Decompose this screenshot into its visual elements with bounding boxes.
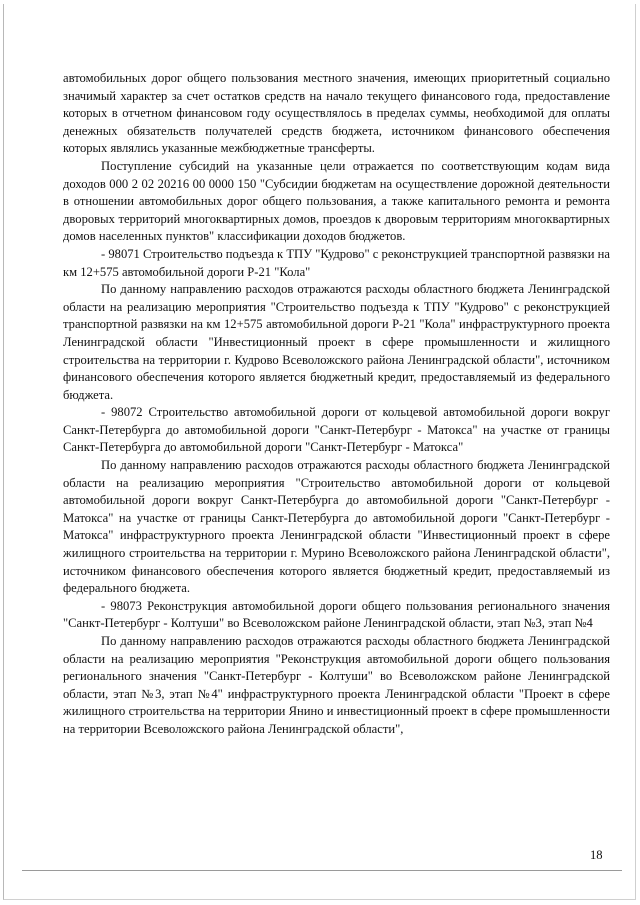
paragraph: По данному направлению расходов отражаются расходы областного бюджета Ленинградской области на реализацию мероприятия "Строительство подъезда к ТПУ "Кудрово" с реконструкцией транспортной развязки на км 12+575 автомобильной дороги Р-21 "Кола" инфраструктурного проекта Ленинградской области "Инвестиционный проект в сфере промышленности и жилищного строительства на территории г. Кудрово Всеволожского района Ленинградской области", источником финансового обеспечения которого является бюджетный кредит, предоставляемый из федерального бюджета. — [63, 282, 610, 402]
expense-item-heading: - 98071 Строительство подъезда к ТПУ "Кудрово" с реконструкцией транспортной развязки на км 12+575 автомобильной дороги Р-21 "Кола" — [63, 246, 610, 279]
scan-artifact-line — [22, 870, 622, 871]
expense-item-heading: - 98073 Реконструкция автомобильной дороги общего пользования регионального значения "Санкт-Петербург - Колтуши" во Всеволожском районе Ленинградской области, этап №3, этап №4 — [63, 598, 610, 631]
paragraph: Поступление субсидий на указанные цели отражается по соответствующим кодам вида доходов 000 2 02 20216 00 0000 150 "Субсидии бюджетам на осуществление дорожной деятельности в отношении автомобильных дорог общего пользования, а также капитального ремонта и ремонта дворовых территорий многоквартирных домов, проездов к дворовым территориям многоквартирных домов населенных пунктов" классификации доходов бюджетов. — [63, 158, 610, 244]
paragraph: По данному направлению расходов отражаются расходы областного бюджета Ленинградской области на реализацию мероприятия "Реконструкция автомобильной дороги общего пользования регионального значения "Санкт-Петербург - Колтуши" во Всеволожском районе Ленинградской области, этап №3, этап №4" инфраструктурного проекта Ленинградской области "Проект в сфере жилищного строительства на территории Янино и инвестиционный проект в сфере промышленности на территории Всеволожского района Ленинградской области", — [63, 634, 610, 736]
expense-item-heading: - 98072 Строительство автомобильной дороги от кольцевой автомобильной дороги вокруг Санкт-Петербурга до автомобильной дороги "Санкт-Петербург - Матокса" на участке от границы Санкт-Петербурга до автомобильной дороги "Санкт-Петербург - Матокса" — [63, 405, 610, 455]
paragraph: По данному направлению расходов отражаются расходы областного бюджета Ленинградской области на реализацию мероприятия "Строительство автомобильной дороги от кольцевой автомобильной дороги вокруг Санкт-Петербурга до автомобильной дороги "Санкт-Петербург - Матокса" на участке от границы Санкт-Петербурга до автомобильной дороги "Санкт-Петербург - Матокса" инфраструктурного проекта Ленинградской области "Инвестиционный проект в сфере жилищного строительства на территории г. Мурино Всеволожского района Ленинградской области", источником финансового обеспечения которого является бюджетный кредит, предоставляемый из федерального бюджета. — [63, 458, 610, 596]
document-body — [63, 70, 610, 739]
paragraph: автомобильных дорог общего пользования местного значения, имеющих приоритетный социально значимый характер за счет остатков средств на начало текущего финансового года, предоставление которых в отчетном финансовом году осуществлялось в пределах суммы, необходимой для оплаты денежных обязательств получателей средств бюджета, источником финансового обеспечения которых являлись указанные межбюджетные трансферты. — [63, 71, 610, 156]
page-number: 18 — [590, 848, 603, 862]
